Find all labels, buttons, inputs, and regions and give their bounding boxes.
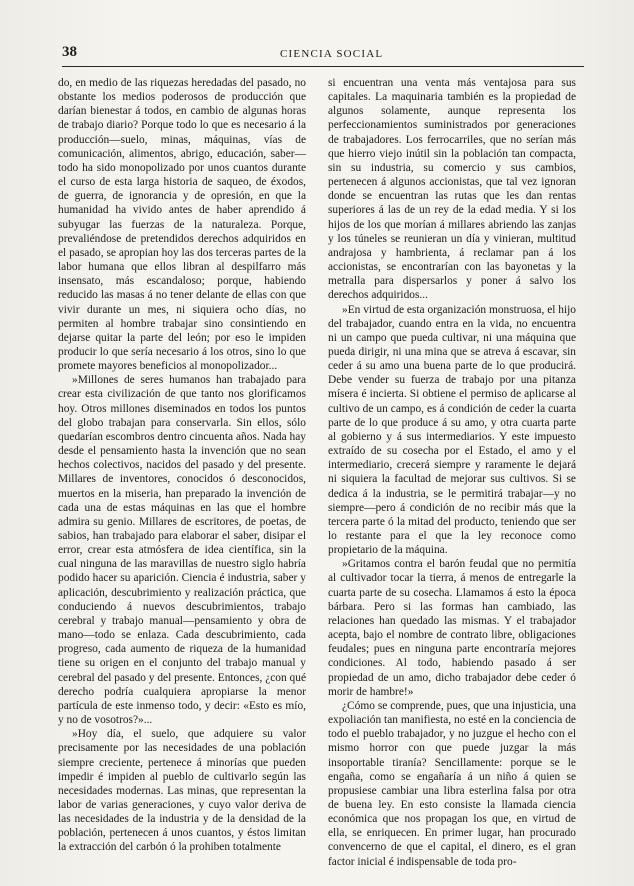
running-title: CIENCIA SOCIAL <box>280 48 384 60</box>
paragraph: »Millones de seres humanos han trabajado para crear esta civilización de que tanto nos glorificamos hoy. Otros millones diseminados en todos los puntos del globo trabajan para conservarla. Sin ellos, sólo quedarían escombros dentro cincuenta años. Nada hay desde el pensamiento hasta la invención que no sean hechos colectivos, nacidos del pasado y del presente. Millares de inventores, conocidos ó desconocidos, muertos en la miseria, han preparado la invención de cada una de estas máquinas en las que el hombre admira su genio. Millares de escritores, de poetas, de sabios, han trabajado para elaborar el saber, disipar el error, crear esta atmósfera de idea científica, sin la cual ninguna de las maravillas de nuestro siglo habría podido hacer su aparición. Ciencia é industria, saber y aplicación, descubrimiento y realización práctica, que conduciendo á nuevos descubrimientos, trabajo cerebral y trabajo manual—pensamiento y obra de mano—todo se enlaza. Cada descubrimiento, cada progreso, cada aumento de riqueza de la humanidad tiene su origen en el conjunto del trabajo manual y cerebral del pasado y del presente. Entonces, ¿con qué derecho podría cualquiera apropiarse la menor partícula de este inmenso todo, y decir: «Esto es mío, y no de vosotros?»... <box>58 374 306 727</box>
page-number: 38 <box>62 44 77 60</box>
text-columns <box>58 76 588 876</box>
paragraph: »Hoy día, el suelo, que adquiere su valor precisamente por las necesidades de una población siempre creciente, pertenece á minorías que pueden impedir é impiden al pueblo de cultivarlo según las necesidades modernas. Las minas, que representan la labor de varias generaciones, y cuyo valor deriva de las necesidades de la industria y de la densidad de la población, pertenecen á unos cuantos, y éstos limitan la extracción del carbón ó la prohiben totalmente <box>58 728 306 854</box>
paragraph: do, en medio de las riquezas heredadas del pasado, no obstante los medios poderosos de producción que darían bienestar á todos, en cambio de algunas horas de trabajo diario? Porque todo lo que es necesario á la producción—suelo, minas, máquinas, vías de comunicación, alimentos, abrigo, educación, saber—todo ha sido monopolizado por unos cuantos durante el curso de esta larga historia de saqueo, de éxodos, de guerra, de ignorancia y de opresión, en que la humanidad ha vivido antes de haber aprendido á subyugar las fuerzas de la naturaleza. Porque, prevaliéndose de pretendidos derechos adquiridos en el pasado, se apropian hoy las dos terceras partes de la labor humana que ellos libran al despilfarro más insensato, más escandaloso; porque, habiendo reducido las masas á no tener delante de ellas con que vivir durante un mes, ni siquiera ocho días, no permiten al hombre trabajar sino consintiendo en dejarse quitar la parte del león; por eso le impiden producir lo que sería necesario á los otros, sino lo que promete mayores beneficios al monopolizador... <box>58 77 306 373</box>
paragraph: »En virtud de esta organización monstruosa, el hijo del trabajador, cuando entra en la vida, no encuentra ni un campo que pueda cultivar, ni una máquina que pueda dirigir, ni una mina que se atreva á escavar, sin ceder á su amo una buena parte de lo que producirá. Debe vender su fuerza de trabajo por una pitanza mísera é incierta. Si obtiene el permiso de aplicarse al cultivo de un campo, es á condición de ceder la cuarta parte de lo que produce á su amo, y otra cuarta parte al gobierno y á sus intermediarios. Y este impuesto extraído de su cosecha por el Estado, el amo y el intermediario, crecerá siempre y raramente le dejará ni siquiera la facultad de mejorar sus cultivos. Si se dedica á la industria, se le permitirá trabajar—y no siempre—pero á condición de no recibir más que la tercera parte ó la mitad del producto, teniendo que ser lo restante para el que la ley reconoce como propietario de la máquina. <box>328 303 576 557</box>
right-column <box>328 76 576 869</box>
paragraph: »Gritamos contra el barón feudal que no permitía al cultivador tocar la tierra, á menos de entregarle la cuarta parte de su cosecha. Llamamos á esto la época bárbara. Pero si las formas han cambiado, las relaciones han quedado las mismas. Y el trabajador acepta, bajo el nombre de contrato libre, obligaciones feudales; pues en ninguna parte encontraría mejores condiciones. Al todo, habiendo pasado á ser propiedad de un amo, dicho trabajador debe ceder ó morir de hambre!» <box>328 558 576 698</box>
left-column <box>58 76 306 855</box>
header-rule <box>62 66 584 67</box>
paragraph: si encuentran una venta más ventajosa para sus capitales. La maquinaria también es la propiedad de algunos solamente, aunque representa los perfeccionamientos suministrados por generaciones de trabajadores. Los ferrocarriles, que no serían más que hierro viejo inútil sin la población tan compacta, sin su industria, su comercio y sus cambios, pertenecen á algunos accionistas, que tal vez ignoran donde se encuentran las rutas que les dan rentas superiores á las de un rey de la edad media. Y si los hijos de los que morían á millares abriendo las zanjas y los túneles se reunieran un día y vinieran, multitud andrajosa y hambrienta, á reclamar pan á los accionistas, se encontrarían con las bayonetas y la metralla para dispersarlos y poner á salvo los derechos adquiridos... <box>328 77 576 302</box>
paragraph: ¿Cómo se comprende, pues, que una injusticia, una expoliación tan manifiesta, no esté en la conciencia de todo el pueblo trabajador, y no juzgue el hecho con el mismo horror con que puede juzgar la más insoportable tiranía? Sencillamente: porque se le engaña, como se engañaría á un niño á quien se propusiese cambiar una libra esterlina falsa por otra de buena ley. En esto consiste la llamada ciencia económica que nos propagan los que, en virtud de ella, se enriquecen. En primer lugar, han procurado convencerno de que el capital, el dinero, es el gran factor inicial é indispensable de toda pro- <box>328 699 576 868</box>
page-header <box>62 44 582 66</box>
